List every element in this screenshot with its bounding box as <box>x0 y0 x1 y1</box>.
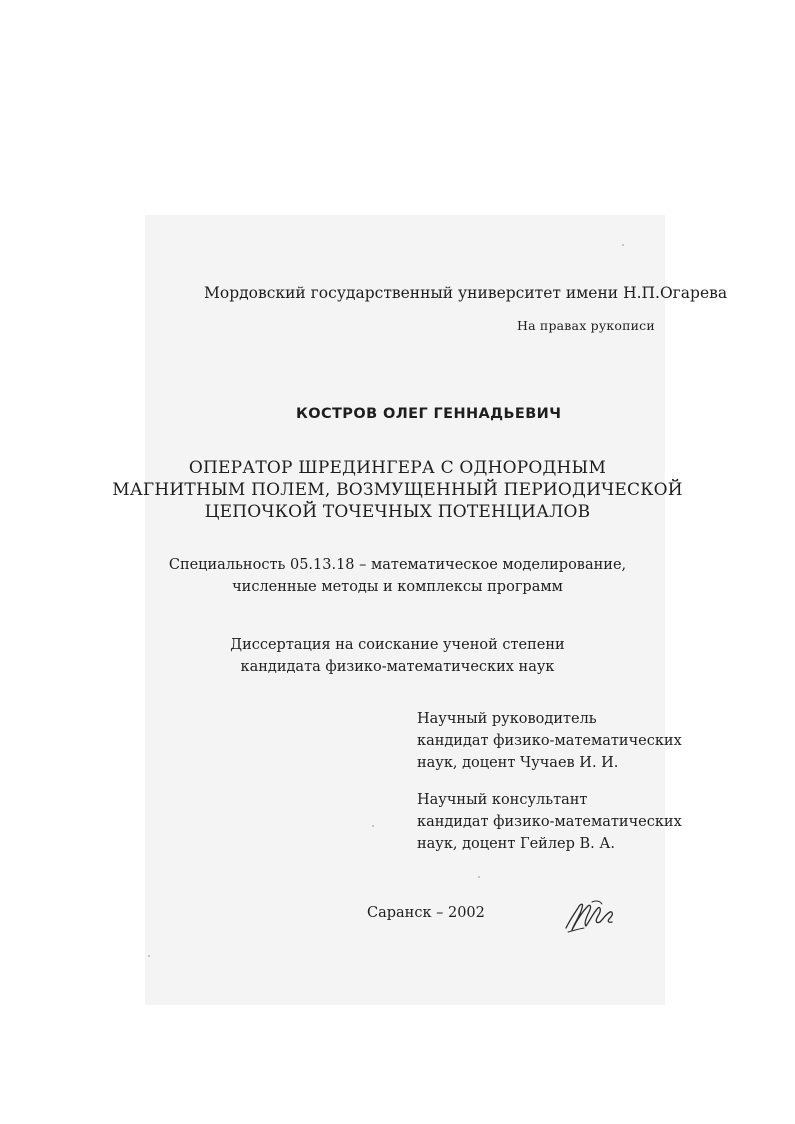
manuscript-note: На правах рукописи <box>517 318 655 333</box>
specialty-line: численные методы и комплексы программ <box>232 579 563 595</box>
consultant-line: кандидат физико-математических <box>417 814 682 830</box>
degree-line: кандидата физико-математических наук <box>240 659 555 675</box>
university-name: Мордовский государственный университет имени Н.П.Огарева <box>204 284 728 302</box>
scan-speck <box>372 825 374 827</box>
advisor-line: Научный руководитель <box>417 711 597 727</box>
author-name: КОСТРОВ ОЛЕГ ГЕННАДЬЕВИЧ <box>296 406 562 422</box>
city-year: Саранск – 2002 <box>367 905 485 921</box>
degree-line: Диссертация на соискание ученой степени <box>230 637 565 653</box>
advisor-line: кандидат физико-математических <box>417 733 682 749</box>
scan-speck <box>622 244 624 246</box>
consultant-line: Научный консультант <box>417 792 588 808</box>
consultant-line: наук, доцент Гейлер В. А. <box>417 836 615 852</box>
scanned-page-area <box>145 215 665 1005</box>
handwritten-signature <box>562 898 618 936</box>
dissertation-title-line: ОПЕРАТОР ШРЕДИНГЕРА С ОДНОРОДНЫМ <box>188 458 607 478</box>
dissertation-title-line: МАГНИТНЫМ ПОЛЕМ, ВОЗМУЩЕННЫЙ ПЕРИОДИЧЕСКОЙ <box>112 480 683 500</box>
specialty-line: Специальность 05.13.18 – математическое моделирование, <box>168 557 627 573</box>
dissertation-title-line: ЦЕПОЧКОЙ ТОЧЕЧНЫХ ПОТЕНЦИАЛОВ <box>204 502 591 522</box>
scan-speck <box>148 955 150 957</box>
advisor-line: наук, доцент Чучаев И. И. <box>417 755 619 771</box>
scan-speck <box>478 876 480 878</box>
